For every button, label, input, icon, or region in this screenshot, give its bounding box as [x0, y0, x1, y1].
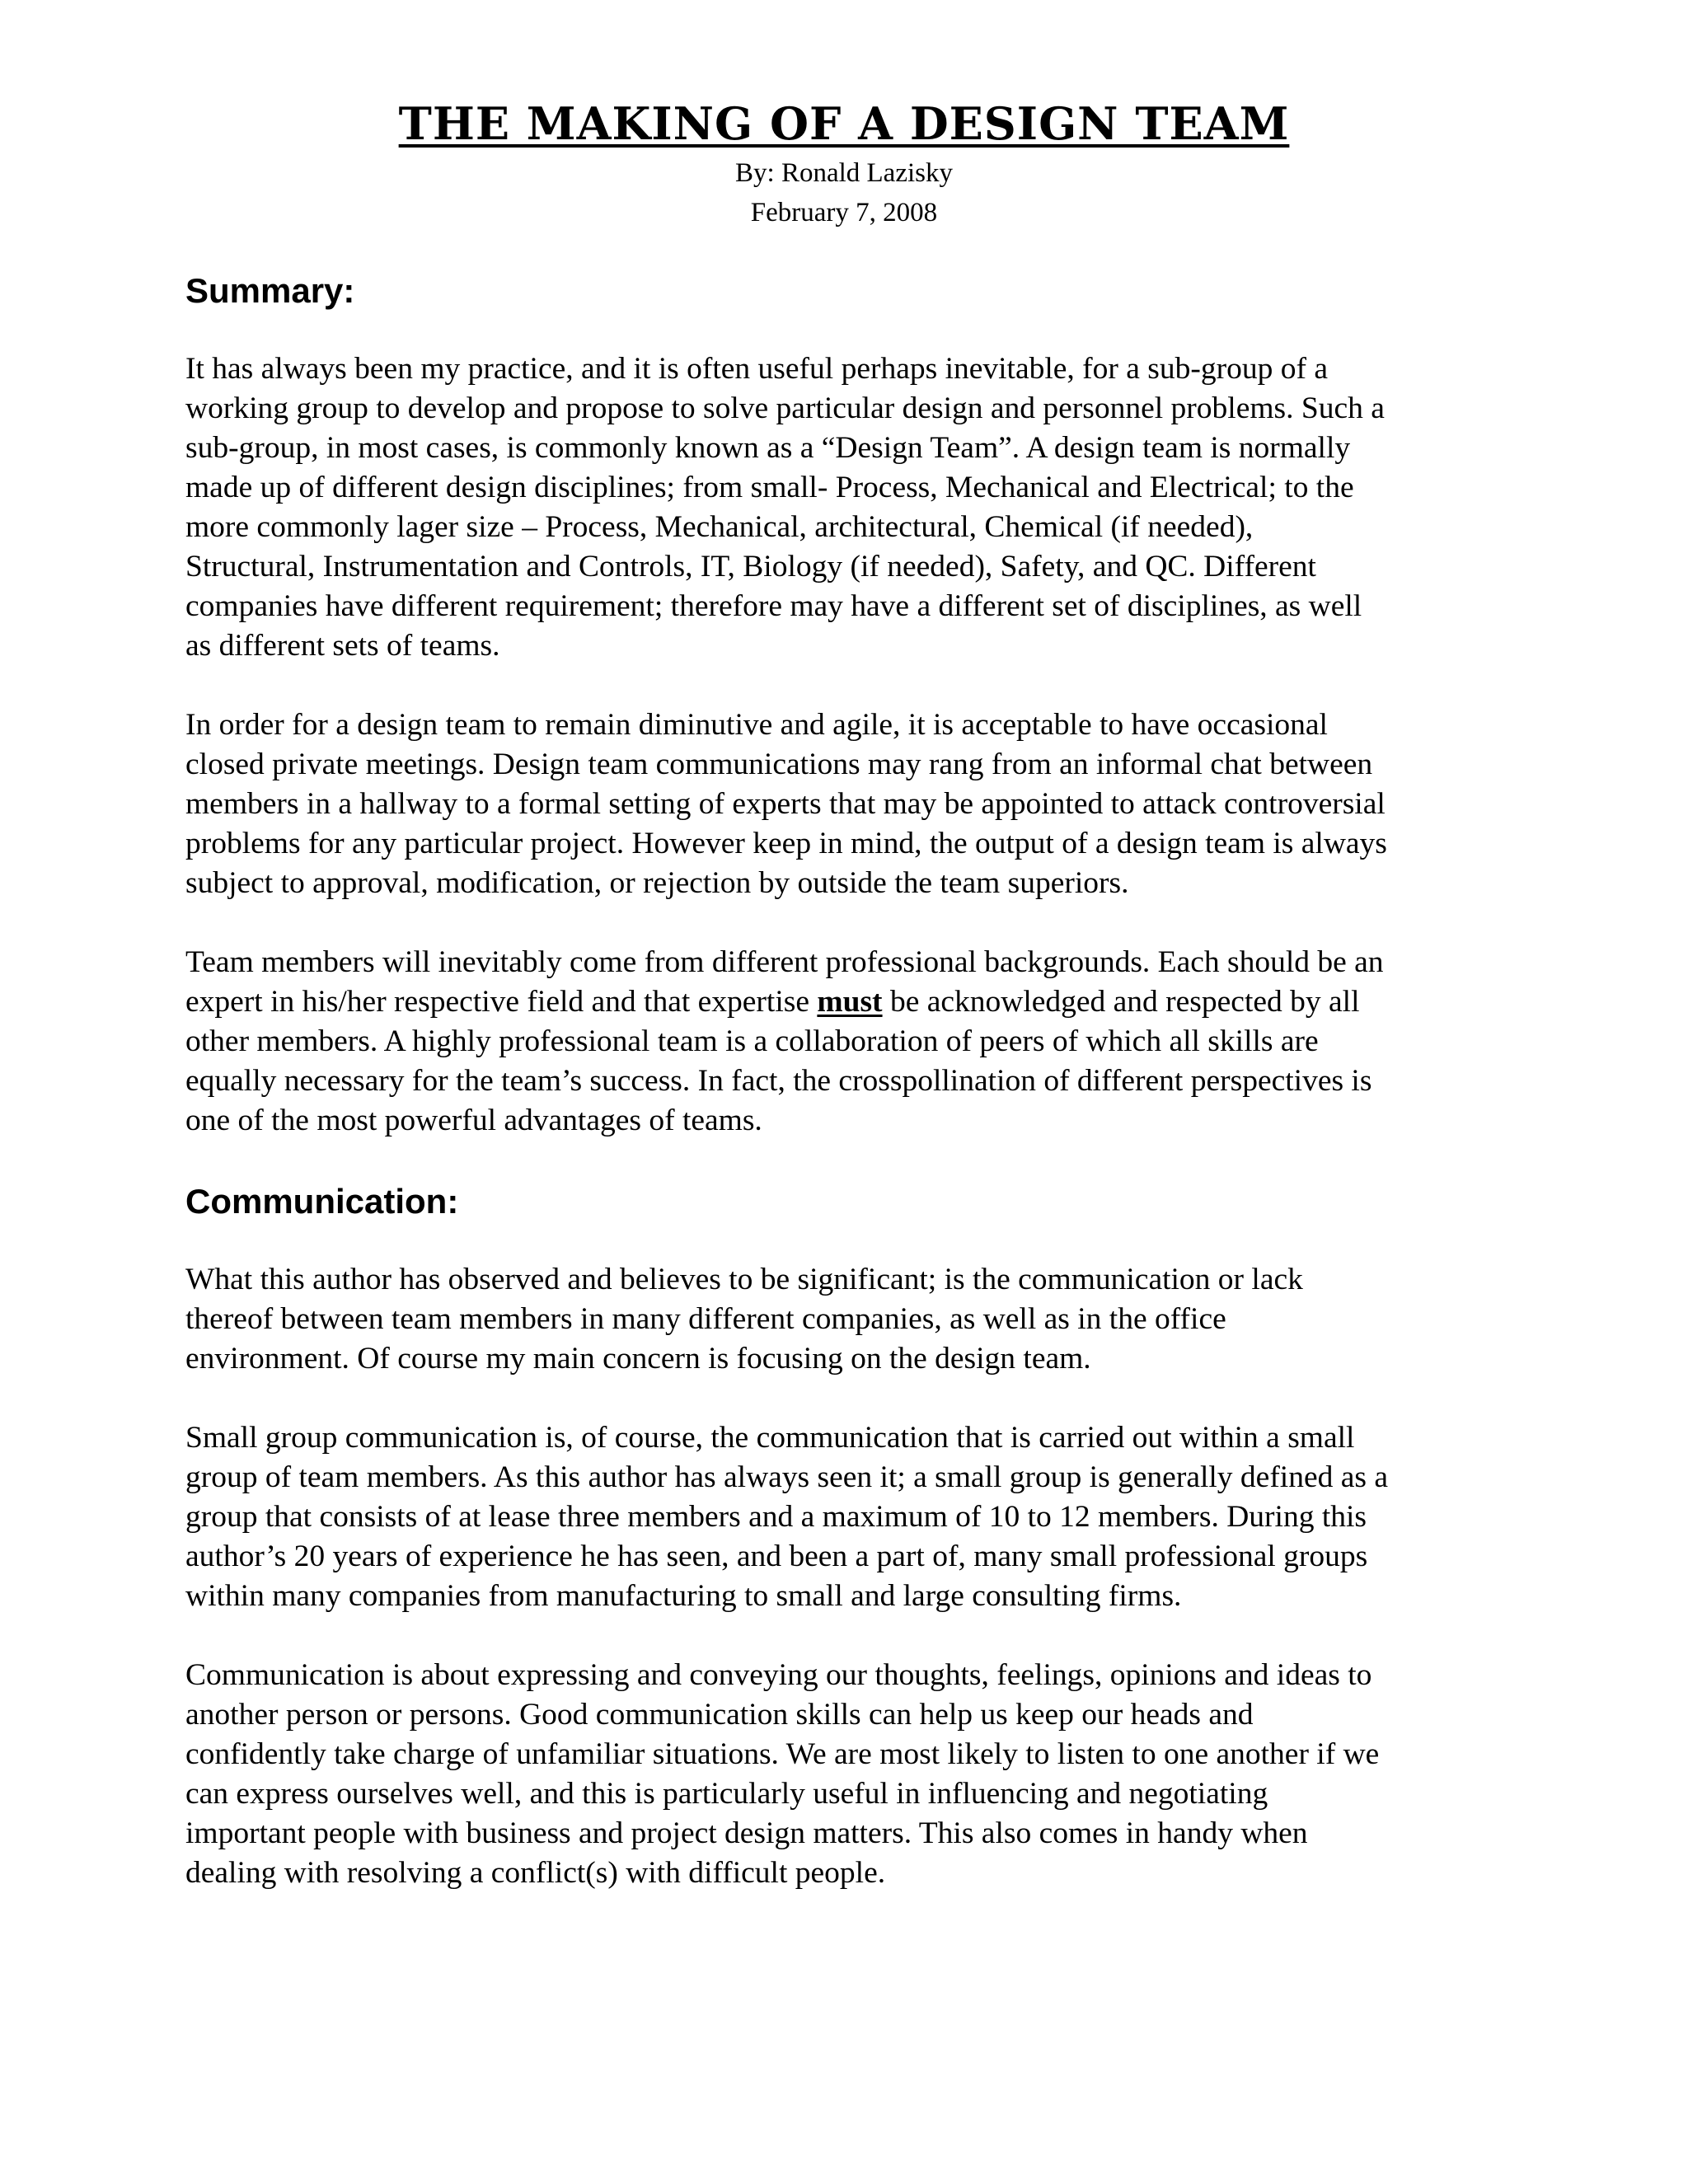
text-line: made up of different design disciplines; from small- Process, Mechanical and Electrical; to the — [185, 471, 1354, 504]
text-line: Communication is about expressing and conveying our thoughts, feelings, opinions and ideas to — [185, 1658, 1372, 1692]
document-title: THE MAKING OF A DESIGN TEAM — [398, 97, 1290, 150]
emphasis-must: must — [817, 985, 883, 1019]
text-line: author’s 20 years of experience he has seen, and been a part of, many small professional groups — [185, 1540, 1368, 1573]
text-line: Structural, Instrumentation and Controls, IT, Biology (if needed), Safety, and QC. Different — [185, 550, 1316, 583]
text-line: sub-group, in most cases, is commonly known as a “Design Team”. A design team is normally — [185, 431, 1351, 465]
text-line: subject to approval, modification, or rejection by outside the team superiors. — [185, 866, 1129, 900]
summary-paragraph-1 — [185, 349, 1471, 666]
text-line: one of the most powerful advantages of teams. — [185, 1104, 762, 1137]
summary-paragraph-2 — [185, 705, 1471, 903]
text-line: another person or persons. Good communication skills can help us keep our heads and — [185, 1698, 1254, 1732]
text-line: within many companies from manufacturing to small and large consulting firms. — [185, 1579, 1182, 1613]
summary-heading: Summary: — [185, 271, 355, 310]
text-line: What this author has observed and believes to be significant; is the communication or lack — [185, 1263, 1303, 1296]
text-line: thereof between team members in many different companies, as well as in the office — [185, 1302, 1226, 1336]
author-byline: By: Ronald Lazisky — [735, 158, 953, 188]
text-line: more commonly lager size – Process, Mechanical, architectural, Chemical (if needed), — [185, 510, 1254, 544]
text-line: It has always been my practice, and it is often useful perhaps inevitable, for a sub-group of a — [185, 352, 1328, 386]
text-line: companies have different requirement; therefore may have a different set of disciplines, as well — [185, 589, 1362, 623]
communication-paragraph-2 — [185, 1418, 1471, 1616]
summary-paragraph-3 — [185, 943, 1471, 1141]
text-line: closed private meetings. Design team communications may rang from an informal chat between — [185, 748, 1373, 781]
text-line: In order for a design team to remain diminutive and agile, it is acceptable to have occasional — [185, 708, 1328, 742]
text-line: members in a hallway to a formal setting of experts that may be appointed to attack controversial — [185, 787, 1386, 821]
text-line: other members. A highly professional team is a collaboration of peers of which all skills are — [185, 1024, 1319, 1058]
text-line: group that consists of at lease three members and a maximum of 10 to 12 members. During this — [185, 1500, 1367, 1534]
text-line: Team members will inevitably come from different professional backgrounds. Each should be an — [185, 945, 1384, 979]
text-line: working group to develop and propose to solve particular design and personnel problems. Such a — [185, 391, 1385, 425]
communication-paragraph-1 — [185, 1260, 1471, 1379]
text-line: equally necessary for the team’s success. In fact, the crosspollination of different perspectives is — [185, 1064, 1372, 1098]
text-line: Small group communication is, of course, the communication that is carried out within a small — [185, 1421, 1355, 1455]
text-line: as different sets of teams. — [185, 629, 500, 663]
communication-paragraph-3 — [185, 1656, 1471, 1893]
text-line: environment. Of course my main concern is focusing on the design team. — [185, 1342, 1091, 1376]
text-segment: expert in his/her respective field and that expertise — [185, 985, 818, 1019]
text-line: problems for any particular project. However keep in mind, the output of a design team is always — [185, 827, 1387, 860]
text-line: confidently take charge of unfamiliar situations. We are most likely to listen to one another if we — [185, 1737, 1380, 1771]
text-line-with-emphasis — [185, 982, 1471, 1022]
document-date: February 7, 2008 — [750, 198, 938, 227]
text-line: group of team members. As this author has always seen it; a small group is generally defined as a — [185, 1460, 1389, 1494]
text-segment: be acknowledged and respected by all — [882, 985, 1360, 1019]
communication-heading: Communication: — [185, 1182, 459, 1221]
text-line: important people with business and project design matters. This also comes in handy when — [185, 1816, 1308, 1850]
text-line: can express ourselves well, and this is particularly useful in influencing and negotiating — [185, 1777, 1268, 1811]
text-line: dealing with resolving a conflict(s) with difficult people. — [185, 1856, 886, 1890]
